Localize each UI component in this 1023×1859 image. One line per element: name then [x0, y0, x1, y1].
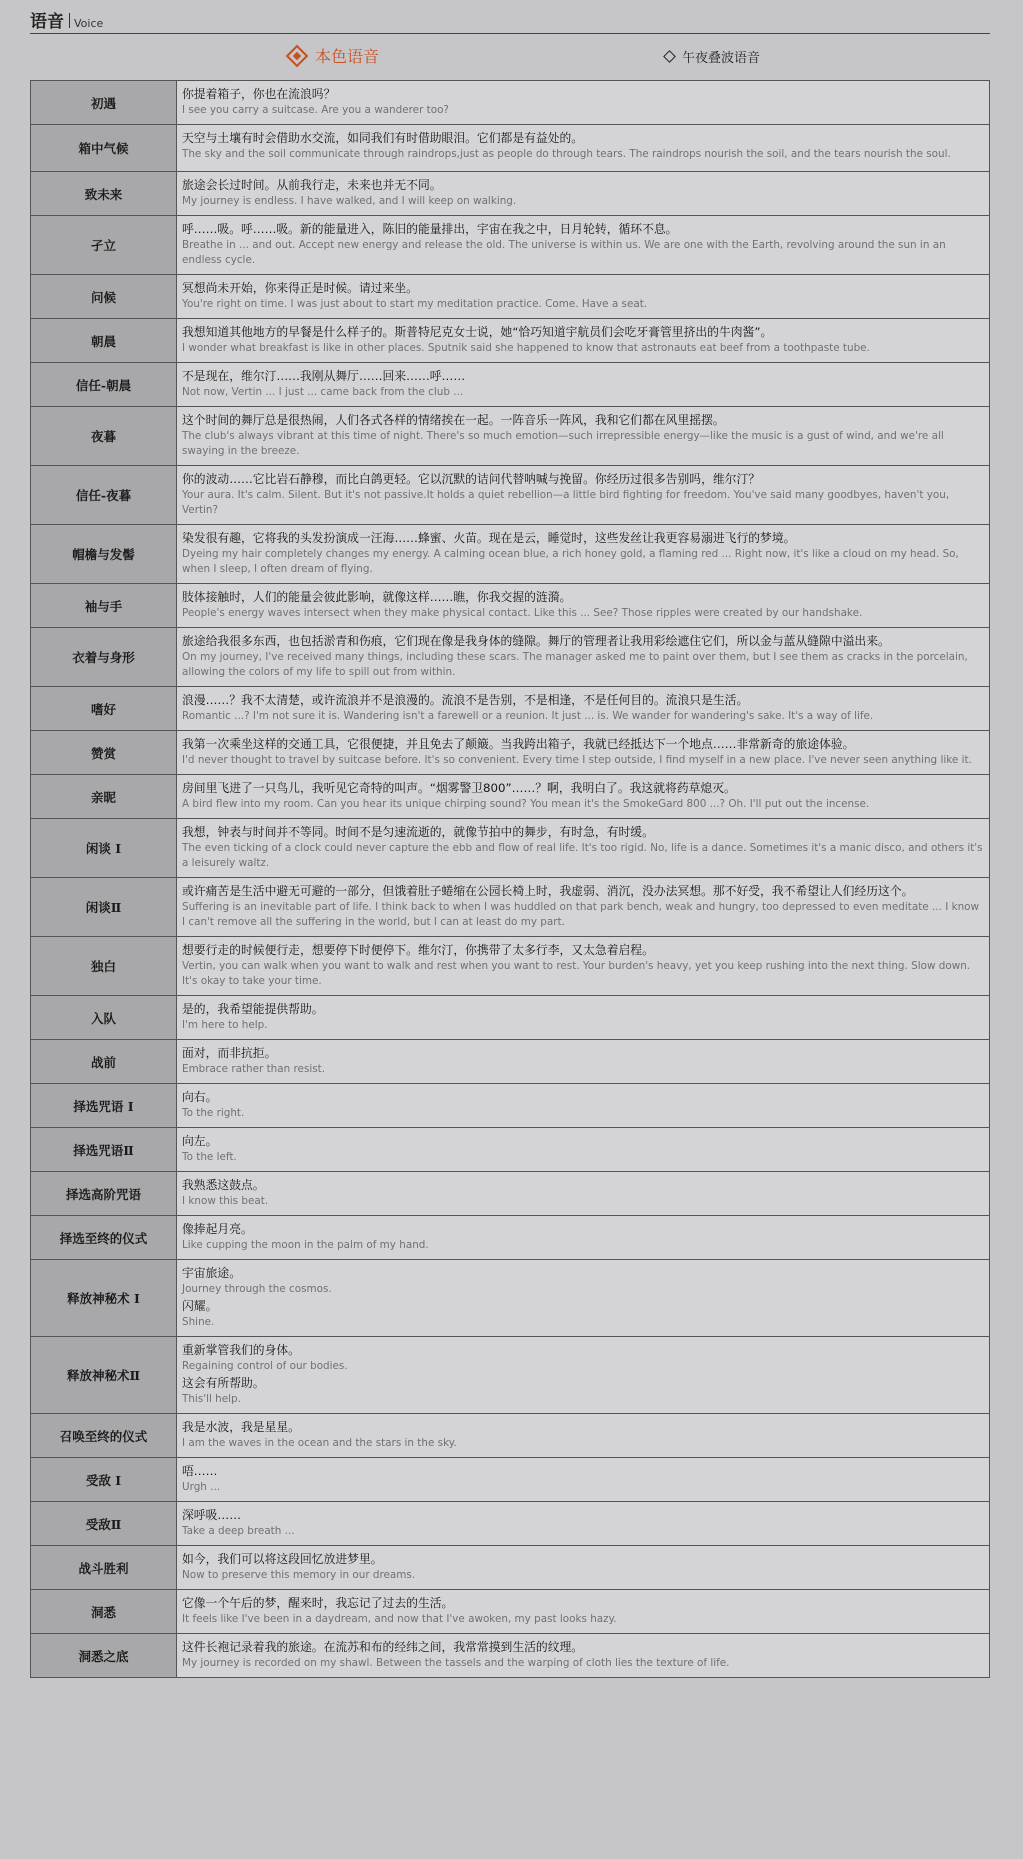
- line-en: The sky and the soil communicate through raindrops,just as people do through tears. The raindrops nourish the soil, and the tears nourish the soul.: [182, 148, 951, 160]
- table-row: [31, 1337, 990, 1414]
- line-zh: 重新掌管我们的身体。: [182, 1343, 300, 1357]
- voice-lines-cell: [177, 996, 990, 1040]
- line-zh: 浪漫……？我不太清楚，或许流浪并不是浪漫的。流浪不是告别，不是相逢，不是任何目的。流浪只是生活。: [182, 693, 749, 707]
- line-en: Embrace rather than resist.: [182, 1063, 326, 1075]
- line-en: I see you carry a suitcase. Are you a wanderer too?: [182, 104, 449, 116]
- table-row: [31, 1458, 990, 1502]
- voice-lines-cell: [177, 1260, 990, 1337]
- line-en: My journey is recorded on my shawl. Between the tassels and the warping of cloth lies the texture of life.: [182, 1657, 730, 1669]
- voice-name-cell: 袖与手: [31, 584, 177, 628]
- voice-name-cell: 衣着与身形: [31, 628, 177, 687]
- voice-lines-cell: [177, 1414, 990, 1458]
- line-en: I am the waves in the ocean and the stars in the sky.: [182, 1437, 457, 1449]
- line-zh: 想要行走的时候便行走，想要停下时便停下。维尔汀，你携带了太多行李，又太急着启程。: [182, 943, 654, 957]
- line-zh: 天空与土壤有时会借助水交流，如同我们有时借助眼泪。它们都是有益处的。: [182, 131, 584, 145]
- voice-lines-cell: [177, 1546, 990, 1590]
- line-zh: 向左。: [182, 1134, 218, 1148]
- voice-lines-cell: [177, 1040, 990, 1084]
- line-zh: 我是水波，我是星星。: [182, 1420, 300, 1434]
- line-zh: 面对，而非抗拒。: [182, 1046, 277, 1060]
- section-subtitle: Voice: [74, 17, 104, 30]
- voice-name-cell: 亲昵: [31, 775, 177, 819]
- line-en: Like cupping the moon in the palm of my hand.: [182, 1239, 429, 1251]
- line-en: I know this beat.: [182, 1195, 269, 1207]
- table-row: [31, 1216, 990, 1260]
- line-zh: 我第一次乘坐这样的交通工具，它很便捷，并且免去了颠簸。当我跨出箱子，我就已经抵达下一个地点……非常新奇的旅途体验。: [182, 737, 855, 751]
- table-row: [31, 731, 990, 775]
- table-row: [31, 584, 990, 628]
- voice-lines-cell: [177, 1172, 990, 1216]
- voice-lines-cell: [177, 1590, 990, 1634]
- table-row: [31, 172, 990, 216]
- table-row: [31, 407, 990, 466]
- voice-name-cell: 洞悉之底: [31, 1634, 177, 1678]
- voice-name-cell: 信任-朝晨: [31, 363, 177, 407]
- voice-lines-cell: [177, 731, 990, 775]
- line-zh: 呼……吸。呼……吸。新的能量进入，陈旧的能量排出，宇宙在我之中，日月轮转，循环不息。: [182, 222, 678, 236]
- line-zh: 旅途给我很多东西，也包括淤青和伤痕，它们现在像是我身体的缝隙。舞厅的管理者让我用彩绘遮住它们，所以金与蓝从缝隙中溢出来。: [182, 634, 890, 648]
- voice-lines-cell: [177, 407, 990, 466]
- voice-lines-cell: [177, 1634, 990, 1678]
- voice-name-cell: 择选咒语Ⅱ: [31, 1128, 177, 1172]
- line-en: Take a deep breath ...: [182, 1525, 295, 1537]
- voice-lines-cell: [177, 937, 990, 996]
- line-en: The club's always vibrant at this time of night. There's so much emotion—such irrepressible energy—like the music is a gust of wind, and we're all swaying in the breeze.: [182, 430, 944, 457]
- section-title: 语音: [30, 12, 64, 32]
- line-en: Urgh ...: [182, 1481, 221, 1493]
- table-row: [31, 1128, 990, 1172]
- voice-name-cell: 问候: [31, 275, 177, 319]
- voice-name-cell: 嗜好: [31, 687, 177, 731]
- voice-lines-cell: [177, 1337, 990, 1414]
- line-en: I'd never thought to travel by suitcase before. It's so convenient. Every time I step outside, I find myself in a new place. I've never seen anything like it.: [182, 754, 972, 766]
- line-en: To the right.: [182, 1107, 245, 1119]
- voice-name-cell: 信任-夜暮: [31, 466, 177, 525]
- line-en: Dyeing my hair completely changes my energy. A calming ocean blue, a rich honey gold, a flaming red ... Right now, it's like a cloud on my head. So, when I sleep, I often dream of flying.: [182, 548, 959, 575]
- voice-name-cell: 闲谈 I: [31, 819, 177, 878]
- table-row: [31, 466, 990, 525]
- voice-name-cell: 入队: [31, 996, 177, 1040]
- voice-name-cell: 闲谈Ⅱ: [31, 878, 177, 937]
- voice-lines-cell: [177, 216, 990, 275]
- title-divider: [69, 13, 70, 28]
- line-en: Your aura. It's calm. Silent. But it's not passive.It holds a quiet rebellion—a little bird fighting for freedom. You've said many goodbyes, haven't you, Vertin?: [182, 489, 950, 516]
- voice-name-cell: 受敌Ⅱ: [31, 1502, 177, 1546]
- tab-label: 本色语音: [315, 47, 380, 66]
- line-en: The even ticking of a clock could never capture the ebb and flow of real life. It's too rigid. No, life is a dance. Sometimes it's a manic disco, and others it's a leisurely waltz.: [182, 842, 983, 869]
- line-zh: 向右。: [182, 1090, 218, 1104]
- line-en: Now to preserve this memory in our dreams.: [182, 1569, 416, 1581]
- voice-lines-cell: [177, 1084, 990, 1128]
- line-en: Suffering is an inevitable part of life. I think back to when I was huddled on that park bench, weak and hungry, too depressed to even meditate ... I know I can't remove all the suffering in the world, but I can at least do my part.: [182, 901, 980, 928]
- line-zh: 我想知道其他地方的早餐是什么样子的。斯普特尼克女士说，她“恰巧知道宇航员们会吃牙膏管里挤出的牛肉酱”。: [182, 325, 773, 339]
- table-row: [31, 1260, 990, 1337]
- line-zh: 房间里飞进了一只鸟儿，我听见它奇特的叫声。“烟雾警卫800”……？啊，我明白了。我这就将药草熄灭。: [182, 781, 736, 795]
- line-en: My journey is endless. I have walked, and I will keep on walking.: [182, 195, 517, 207]
- tab-label: 午夜叠波语音: [682, 51, 761, 66]
- diamond-filled-icon: [286, 44, 309, 67]
- voice-name-cell: 受敌 I: [31, 1458, 177, 1502]
- voice-lines-table: [30, 80, 990, 1678]
- line-zh: 不是现在，维尔汀……我刚从舞厅……回来……呼……: [182, 369, 466, 383]
- line-en: Journey through the cosmos.: [182, 1283, 332, 1295]
- table-row: [31, 1040, 990, 1084]
- line-zh: 唔……: [182, 1464, 218, 1478]
- line-zh: 如今，我们可以将这段回忆放进梦里。: [182, 1552, 383, 1566]
- voice-lines-cell: [177, 1128, 990, 1172]
- line-en: I wonder what breakfast is like in other places. Sputnik said she happened to know that astronauts eat beef from a toothpaste tube.: [182, 342, 870, 354]
- table-row: [31, 525, 990, 584]
- table-row: [31, 81, 990, 125]
- table-row: [31, 687, 990, 731]
- voice-tabs: [30, 44, 990, 74]
- line-zh: 这会有所帮助。: [182, 1376, 265, 1390]
- section-header: [30, 7, 990, 34]
- voice-name-cell: 释放神秘术 I: [31, 1260, 177, 1337]
- table-row: [31, 1590, 990, 1634]
- voice-lines-cell: [177, 1458, 990, 1502]
- voice-name-cell: 召唤至终的仪式: [31, 1414, 177, 1458]
- voice-name-cell: 孑立: [31, 216, 177, 275]
- line-zh: 它像一个午后的梦，醒来时，我忘记了过去的生活。: [182, 1596, 454, 1610]
- line-en: Shine.: [182, 1316, 215, 1328]
- line-en: This'll help.: [182, 1393, 241, 1405]
- line-zh: 是的，我希望能提供帮助。: [182, 1002, 324, 1016]
- voice-name-cell: 择选至终的仪式: [31, 1216, 177, 1260]
- diamond-outline-icon: [663, 50, 676, 63]
- table-row: [31, 937, 990, 996]
- voice-table-body: [31, 81, 990, 1678]
- table-row: [31, 878, 990, 937]
- line-en: I'm here to help.: [182, 1019, 268, 1031]
- table-row: [31, 1414, 990, 1458]
- voice-name-cell: 择选咒语 I: [31, 1084, 177, 1128]
- line-zh: 我熟悉这鼓点。: [182, 1178, 265, 1192]
- voice-lines-cell: [177, 363, 990, 407]
- table-row: [31, 125, 990, 172]
- line-en: Breathe in ... and out. Accept new energy and release the old. The universe is within us. We are one with the Earth, revolving around the sun in an endless cycle.: [182, 239, 946, 266]
- voice-name-cell: 赞赏: [31, 731, 177, 775]
- voice-name-cell: 战前: [31, 1040, 177, 1084]
- line-en: To the left.: [182, 1151, 237, 1163]
- line-zh: 我想，钟表与时间并不等同。时间不是匀速流逝的，就像节拍中的舞步，有时急，有时缓。: [182, 825, 654, 839]
- line-zh: 闪耀。: [182, 1299, 218, 1313]
- voice-lines-cell: [177, 525, 990, 584]
- table-row: [31, 1172, 990, 1216]
- table-row: [31, 1634, 990, 1678]
- voice-name-cell: 战斗胜利: [31, 1546, 177, 1590]
- line-en: It feels like I've been in a daydream, and now that I've awoken, my past looks hazy.: [182, 1613, 617, 1625]
- voice-lines-cell: [177, 125, 990, 172]
- line-zh: 这件长袍记录着我的旅途。在流苏和布的经纬之间，我常常摸到生活的纹理。: [182, 1640, 584, 1654]
- table-row: [31, 216, 990, 275]
- voice-lines-cell: [177, 584, 990, 628]
- voice-lines-cell: [177, 878, 990, 937]
- line-en: Not now, Vertin ... I just ... came back from the club ...: [182, 386, 464, 398]
- line-en: People's energy waves intersect when they make physical contact. Like this ... See? Those ripples were created by our handshake.: [182, 607, 863, 619]
- voice-name-cell: 致未来: [31, 172, 177, 216]
- line-zh: 染发很有趣，它将我的头发扮演成一汪海……蜂蜜、火苗。现在是云，睡觉时，这些发丝让我更容易溺进飞行的梦境。: [182, 531, 796, 545]
- voice-lines-cell: [177, 1216, 990, 1260]
- voice-lines-cell: [177, 628, 990, 687]
- voice-lines-cell: [177, 172, 990, 216]
- voice-name-cell: 夜暮: [31, 407, 177, 466]
- table-row: [31, 819, 990, 878]
- line-zh: 肢体接触时，人们的能量会彼此影响，就像这样……瞧，你我交握的涟漪。: [182, 590, 572, 604]
- voice-name-cell: 独白: [31, 937, 177, 996]
- voice-lines-cell: [177, 81, 990, 125]
- table-row: [31, 1546, 990, 1590]
- line-en: Regaining control of our bodies.: [182, 1360, 348, 1372]
- table-row: [31, 1084, 990, 1128]
- voice-name-cell: 箱中气候: [31, 125, 177, 172]
- table-row: [31, 275, 990, 319]
- voice-lines-cell: [177, 775, 990, 819]
- line-zh: 你的波动……它比岩石静穆，而比白鸽更轻。它以沉默的诘问代替呐喊与挽留。你经历过很多告别吗，维尔汀？: [182, 472, 761, 486]
- line-en: Vertin, you can walk when you want to walk and rest when you want to rest. Your burden's heavy, yet you keep rushing into the next thing. Slow down. It's okay to take your time.: [182, 960, 971, 987]
- line-zh: 像捧起月亮。: [182, 1222, 253, 1236]
- tab-original-voice[interactable]: [286, 44, 379, 67]
- table-row: [31, 1502, 990, 1546]
- voice-name-cell: 洞悉: [31, 1590, 177, 1634]
- line-zh: 深呼吸……: [182, 1508, 241, 1522]
- voice-name-cell: 朝晨: [31, 319, 177, 363]
- voice-name-cell: 帽檐与发髻: [31, 525, 177, 584]
- voice-lines-cell: [177, 319, 990, 363]
- line-zh: 这个时间的舞厅总是很热闹，人们各式各样的情绪挨在一起。一阵音乐一阵风，我和它们都在风里摇摆。: [182, 413, 725, 427]
- line-zh: 宇宙旅途。: [182, 1266, 241, 1280]
- line-zh: 或许痛苦是生活中避无可避的一部分，但饿着肚子蜷缩在公园长椅上时，我虚弱、消沉，没办法冥想。那不好受，我不希望让人们经历这个。: [182, 884, 914, 898]
- line-en: A bird flew into my room. Can you hear its unique chirping sound? You mean it's the SmokeGard 800 ...? Oh. I'll put out the incense.: [182, 798, 870, 810]
- line-en: Romantic ...? I'm not sure it is. Wandering isn't a farewell or a reunion. It just ... is. We wander for wandering's sake. It's a way of life.: [182, 710, 874, 722]
- line-en: On my journey, I've received many things, including these scars. The manager asked me to paint over them, but I see them as cracks in the porcelain, allowing the colors of my life to spill out from within.: [182, 651, 968, 678]
- line-en: You're right on time. I was just about to start my meditation practice. Come. Have a seat.: [182, 298, 648, 310]
- voice-name-cell: 择选高阶咒语: [31, 1172, 177, 1216]
- line-zh: 你提着箱子，你也在流浪吗？: [182, 87, 336, 101]
- voice-lines-cell: [177, 819, 990, 878]
- voice-lines-cell: [177, 275, 990, 319]
- voice-lines-cell: [177, 1502, 990, 1546]
- table-row: [31, 775, 990, 819]
- voice-lines-cell: [177, 687, 990, 731]
- table-row: [31, 996, 990, 1040]
- line-zh: 旅途会长过时间。从前我行走，未来也并无不同。: [182, 178, 442, 192]
- line-zh: 冥想尚未开始，你来得正是时候。请过来坐。: [182, 281, 418, 295]
- tab-midnight-voice[interactable]: [663, 47, 760, 66]
- voice-name-cell: 释放神秘术Ⅱ: [31, 1337, 177, 1414]
- voice-lines-cell: [177, 466, 990, 525]
- voice-name-cell: 初遇: [31, 81, 177, 125]
- table-row: [31, 363, 990, 407]
- table-row: [31, 628, 990, 687]
- table-row: [31, 319, 990, 363]
